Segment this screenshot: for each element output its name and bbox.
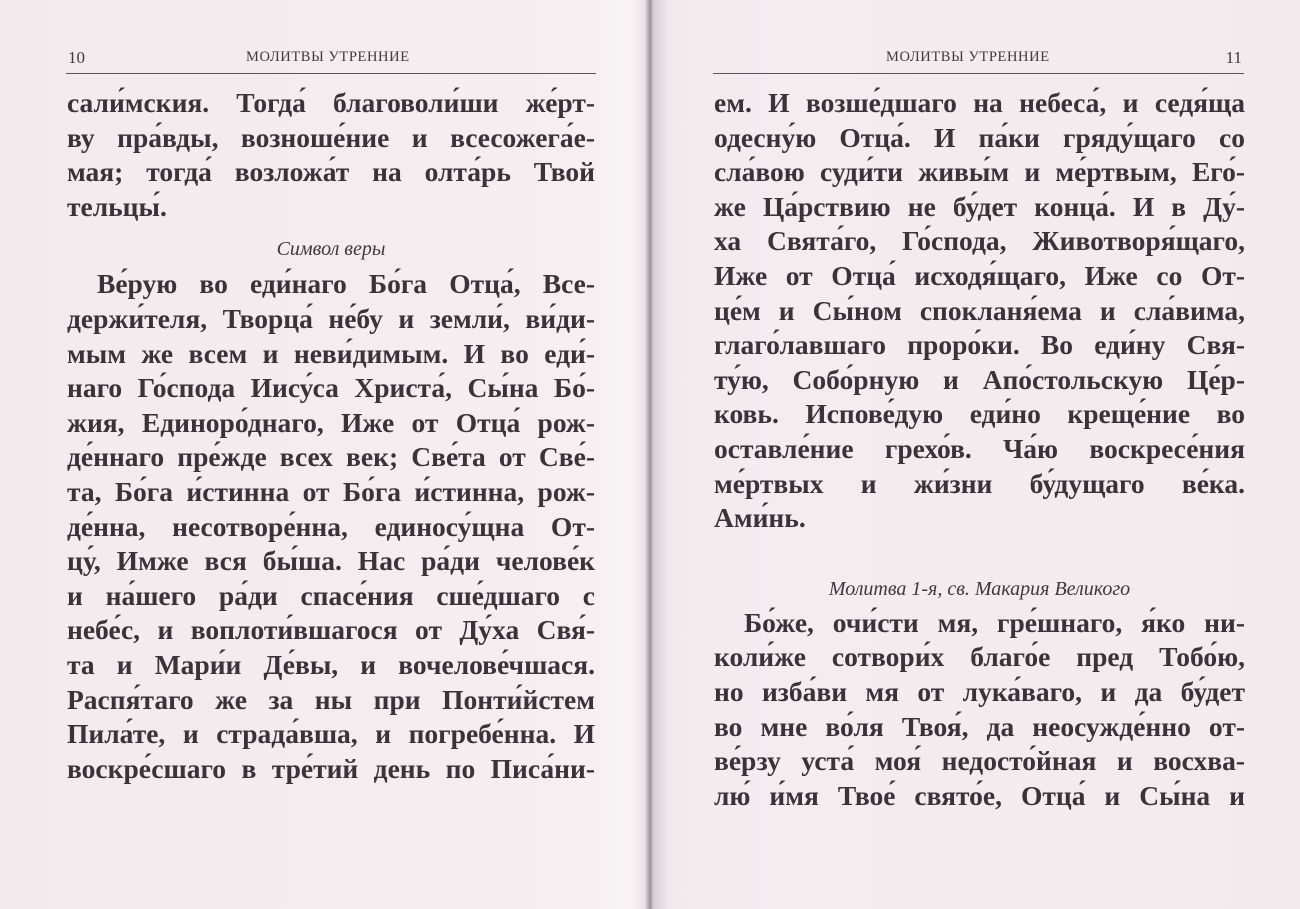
text-line: жия, Единоро́днаго, Иже от Отца́ рож- [67,406,595,438]
page-number: 10 [68,48,85,67]
section-heading: Молитва 1-я, св. Макария Великого [828,577,1131,600]
page-number: 11 [1225,48,1242,67]
text-line: одесну́ю Отца́. И па́ки гряду́щаго со [714,121,1245,153]
text-line: та, Бо́га и́стинна от Бо́га и́стинна, рож- [67,475,595,507]
text-line: це́м и Сы́ном спокланя́ема и сла́вима, [714,294,1245,326]
text-line: цу́, Имже вся бы́ша. Нас ра́ди челове́к [67,545,595,577]
text-line: воскре́сшаго в тре́тий день по Писа́ни- [67,752,595,784]
text-line: та и Мари́и Де́вы, и вочелове́чшася. [67,648,595,680]
text-line: лю́ и́мя Твое́ свято́е, Отца́ и Сы́на и [714,779,1245,811]
text-line: во мне во́ля Твоя́, да неосужде́нно от- [714,710,1245,742]
section-heading: Символ веры [276,238,386,261]
text-line: ве́рзу уста́ моя́ недосто́йная и восхва- [714,745,1245,777]
text-line: коли́же сотвори́х благо́е пред Тобо́ю, [714,641,1245,673]
left-page-header [66,46,596,74]
text-line: Распя́таго же за ны при Понти́йстем [67,683,595,715]
right-page [650,0,1300,909]
text-line: Ве́рую во еди́наго Бо́га Отца́, Все- [97,268,595,300]
text-line: Иже от Отца́ исходя́щаго, Иже со От- [714,259,1245,291]
text-line: же Ца́рствию не бу́дет конца́. И в Ду́- [714,190,1245,222]
text-line: ковь. Испове́дую еди́но креще́ние во [714,398,1245,430]
text-line: ха Свята́го, Го́спода, Животворя́щаго, [714,225,1245,257]
text-line: ме́ртвых и жи́зни бу́дущаго ве́ка. [714,467,1245,499]
text-line: небе́с, и воплоти́вшагося от Ду́ха Свя́- [67,614,595,646]
right-page-header [713,46,1244,74]
running-header: МОЛИТВЫ УТРЕННИЕ [246,49,410,65]
text-line: Бо́же, очи́сти мя, гре́шнаго, я́ко ни- [744,606,1245,638]
text-line: сла́вою суди́ти живы́м и ме́ртвым, Его́- [714,156,1245,188]
text-line: тельцы́. [67,190,167,222]
text-line: де́нна, несотворе́нна, единосу́щна От- [67,510,595,542]
text-line: ем. И возше́дшаго на небеса́, и седя́ща [714,87,1245,118]
text-line: глаго́лавшаго проро́ки. Во еди́ну Свя- [714,329,1245,361]
left-page-body [67,86,595,786]
text-line: оставле́ние грехо́в. Ча́ю воскресе́ния [714,432,1245,464]
text-line: де́ннаго пре́жде всех век; Све́та от Све́- [67,441,595,473]
text-line: мым же всем и неви́димым. И во еди́- [67,337,595,369]
running-header: МОЛИТВЫ УТРЕННИЕ [886,49,1050,65]
text-line: мая; тогда́ возложа́т на олта́рь Твой [67,156,595,188]
text-line: ву пра́вды, возноше́ние и всесожега́е- [67,121,595,153]
right-page-body [714,86,1245,813]
text-line: и на́шего ра́ди спасе́ния сше́дшаго с [67,579,595,611]
text-line: но изба́ви мя от лука́ваго, и да бу́дет [714,675,1245,707]
text-line: держи́теля, Творца́ не́бу и земли́, ви́ди- [67,302,595,334]
text-line: Ами́нь. [714,502,806,534]
text-line: ту́ю, Собо́рную и Апо́стольскую Це́р- [714,363,1245,395]
text-line: сали́мския. Тогда́ благоволи́ши же́рт- [67,87,595,118]
text-line: наго Го́спода Иису́са Христа́, Сы́на Бо́- [67,372,595,404]
text-line: Пила́те, и страда́вша, и погребе́нна. И [67,718,595,750]
